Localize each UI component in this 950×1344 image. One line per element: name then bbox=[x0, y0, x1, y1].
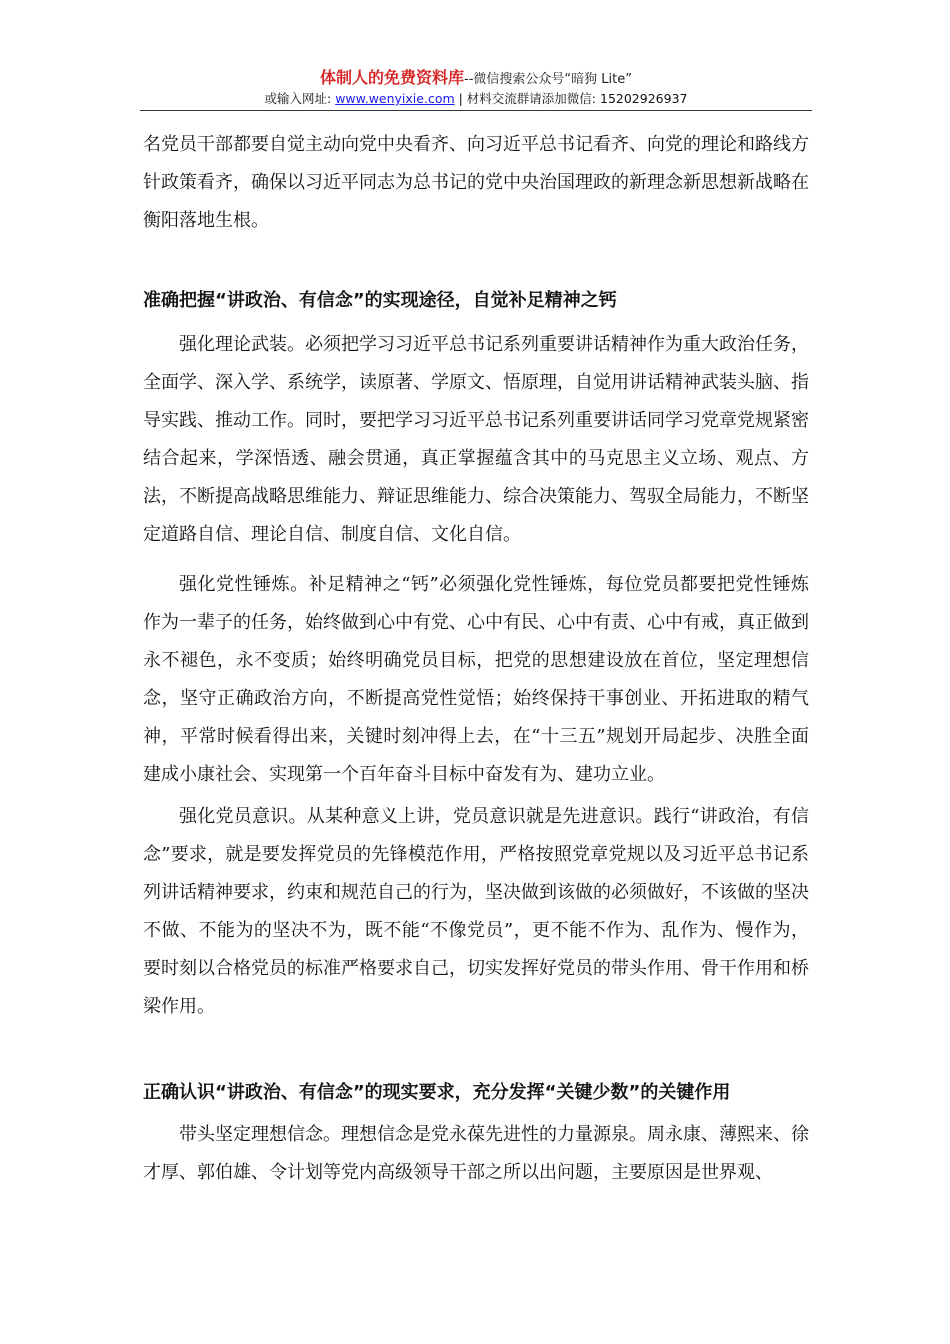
header-divider bbox=[140, 110, 812, 111]
section-heading-2: 正确认识“讲政治、有信念”的现实要求，充分发挥“关键少数”的关键作用 bbox=[143, 1082, 731, 1103]
header-tagline: --微信搜索公众号“暗狗 Lite” bbox=[464, 72, 632, 87]
header-wechat-contact: | 材料交流群请添加微信: 15202926937 bbox=[458, 91, 688, 106]
section-heading-1: 准确把握“讲政治、有信念”的实现途径，自觉补足精神之钙 bbox=[143, 290, 617, 311]
paragraph-continuation: 名党员干部都要自觉主动向党中央看齐、向习近平总书记看齐、向党的理论和路线方针政策看齐，确保以习近平同志为总书记的党中央治国理政的新理念新思想新战略在衡阳落地生根。 bbox=[143, 134, 809, 231]
header-url-prefix: 或输入网址: bbox=[264, 91, 332, 106]
paragraph-theory-armament: 强化理论武装。必须把学习习近平总书记系列重要讲话精神作为重大政治任务，全面学、深入学、系统学，读原著、学原文、悟原理，自觉用讲话精神武装头脑、指导实践、推动工作。同时，要把学习习近平总书记系列重要讲话同学习党章党规紧密结合起来，学深悟透、融会贯通，真正掌握蕴含其中的马克思主义立场、观点、方法，不断提高战略思维能力、辩证思维能力、综合决策能力、驾驭全局能力，不断坚定道路自信、理论自信、制度自信、文化自信。 bbox=[143, 334, 809, 545]
header-url-link[interactable]: www.wenyixie.com bbox=[335, 91, 455, 106]
header-brand: 体制人的免费资料库 bbox=[320, 68, 465, 87]
page-header-title bbox=[140, 68, 812, 90]
paragraph-party-awareness: 强化党员意识。从某种意义上讲，党员意识就是先进意识。践行“讲政治，有信念”要求，就是要发挥党员的先锋模范作用，严格按照党章党规以及习近平总书记系列讲话精神要求，约束和规范自己的行为，坚决做到该做的必须做好，不该做的坚决不做、不能为的坚决不为，既不能“不像党员”，更不能不作为、乱作为、慢作为，要时刻以合格党员的标准严格要求自己，切实发挥好党员的带头作用、骨干作用和桥梁作用。 bbox=[143, 806, 809, 1017]
paragraph-ideals-belief: 带头坚定理想信念。理想信念是党永葆先进性的力量源泉。周永康、薄熙来、徐才厚、郭伯雄、令计划等党内高级领导干部之所以出问题，主要原因是世界观、 bbox=[143, 1124, 809, 1183]
page-header-contact bbox=[140, 90, 812, 108]
paragraph-party-spirit: 强化党性锤炼。补足精神之“钙”必须强化党性锤炼，每位党员都要把党性锤炼作为一辈子的任务，始终做到心中有党、心中有民、心中有责、心中有戒，真正做到永不褪色，永不变质；始终明确党员目标，把党的思想建设放在首位，坚定理想信念，坚守正确政治方向，不断提高党性觉悟；始终保持干事创业、开拓进取的精气神，平常时候看得出来，关键时刻冲得上去，在“十三五”规划开局起步、决胜全面建成小康社会、实现第一个百年奋斗目标中奋发有为、建功立业。 bbox=[143, 574, 809, 785]
